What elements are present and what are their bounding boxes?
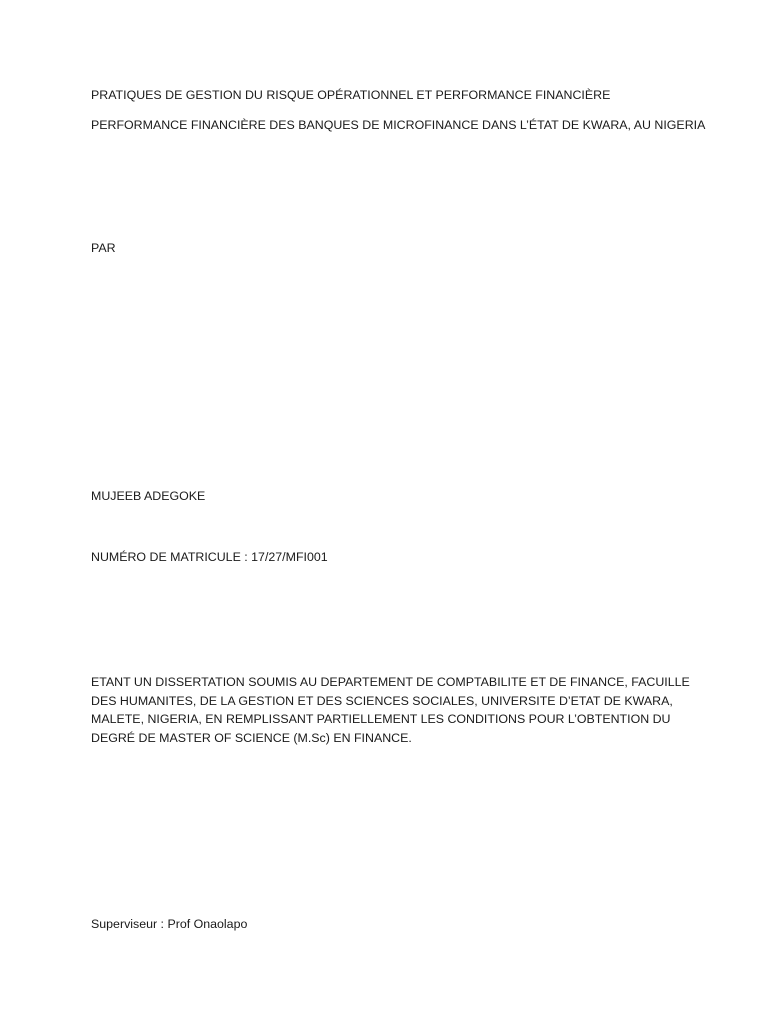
matricule-number: NUMÉRO DE MATRICULE : 17/27/MFI001 [91, 550, 328, 564]
supervisor-line: Superviseur : Prof Onaolapo [91, 917, 248, 931]
document-title-line-1: PRATIQUES DE GESTION DU RISQUE OPÉRATIONNEL ET PERFORMANCE FINANCIÈRE [91, 88, 611, 102]
statement-line: DES HUMANITES, DE LA GESTION ET DES SCIENCES SOCIALES, UNIVERSITE D’ETAT DE KWARA, [91, 693, 673, 708]
statement-line: DEGRÉ DE MASTER OF SCIENCE (M.Sc) EN FINANCE. [91, 730, 412, 745]
by-label: PAR [91, 241, 116, 255]
statement-line: MALETE, NIGERIA, EN REMPLISSANT PARTIELLEMENT LES CONDITIONS POUR L’OBTENTION DU [91, 712, 671, 727]
author-name: MUJEEB ADEGOKE [91, 489, 206, 503]
dissertation-statement [91, 673, 690, 747]
document-title-line-2: PERFORMANCE FINANCIÈRE DES BANQUES DE MICROFINANCE DANS L’ÉTAT DE KWARA, AU NIGERIA [91, 118, 706, 132]
statement-line: ETANT UN DISSERTATION SOUMIS AU DEPARTEMENT DE COMPTABILITE ET DE FINANCE, FACUILLE [91, 675, 690, 689]
